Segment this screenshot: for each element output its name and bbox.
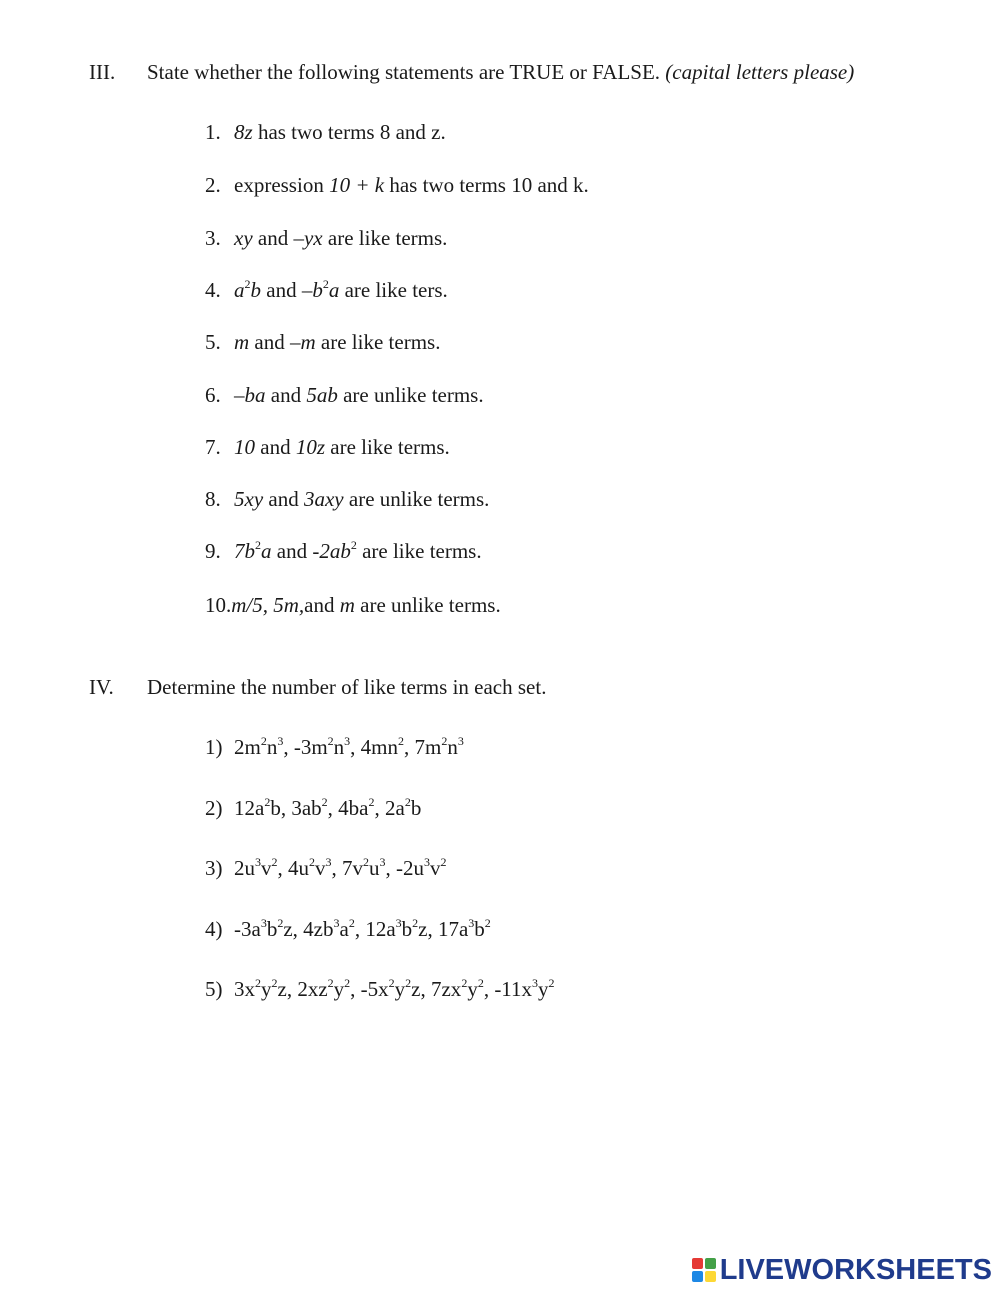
algebraic-term [328, 796, 375, 820]
statement-3 [205, 225, 447, 251]
exponent: 2 [322, 277, 329, 291]
exponent: 2 [363, 855, 369, 869]
term-text: 2m [234, 735, 261, 759]
math-expr: 3axy [303, 487, 344, 511]
term-text: , 7m [404, 735, 442, 759]
exponent: 3 [333, 916, 340, 930]
exponent: 2 [255, 976, 261, 990]
statement-1 [205, 119, 446, 145]
statement-text: and [263, 487, 304, 511]
term-text: n [333, 735, 345, 759]
liveworksheets-logo [692, 1255, 992, 1285]
statement-text: and [249, 330, 290, 354]
algebraic-term [427, 917, 490, 941]
term-text: y [467, 977, 478, 1001]
math-expr: 10 [234, 435, 255, 459]
exponent: 2 [264, 795, 271, 809]
item-number: 2. [205, 173, 221, 197]
statement-4 [205, 277, 448, 303]
item-number: 6. [205, 383, 221, 407]
algebraic-term [355, 917, 428, 941]
exponent: 2 [348, 916, 355, 930]
statement-text: expression [234, 173, 330, 197]
set-number: 1) [205, 735, 223, 759]
logo-mark-icon [692, 1258, 716, 1282]
section-4-numeral: IV. [89, 675, 114, 699]
exponent: 3 [277, 734, 284, 748]
algebraic-term [234, 796, 281, 820]
term-text: n [266, 735, 278, 759]
logo-block-v [692, 1271, 703, 1282]
exponent: 2 [548, 976, 555, 990]
term-text: 2u [234, 856, 255, 880]
exponent: 2 [404, 795, 411, 809]
math-expr: a [261, 539, 272, 563]
math-expr: m [339, 593, 355, 617]
section-3-numeral: III. [89, 60, 116, 84]
logo-block-i [705, 1258, 716, 1269]
algebraic-term [287, 977, 350, 1001]
term-text: , 4ba [327, 796, 369, 820]
algebraic-term [234, 917, 293, 941]
exponent: 2 [260, 734, 267, 748]
statement-text: and [304, 593, 340, 617]
algebraic-term [350, 735, 404, 759]
algebraic-term [374, 796, 421, 820]
algebraic-term [420, 977, 483, 1001]
math-expr: a [234, 278, 245, 302]
exponent: 3 [255, 855, 261, 869]
term-set-1 [205, 734, 464, 760]
term-text: , -3m [283, 735, 328, 759]
algebraic-term [281, 796, 328, 820]
math-expr: a [328, 278, 340, 302]
exponent: 2 [388, 976, 395, 990]
term-text: v [261, 856, 272, 880]
statement-text: are like terms. [322, 226, 448, 250]
term-text: y [394, 977, 406, 1001]
exponent: 3 [468, 916, 475, 930]
item-number: 3. [205, 226, 221, 250]
exponent: 2 [368, 795, 375, 809]
algebraic-term [283, 735, 350, 759]
exponent: 2 [327, 734, 334, 748]
term-set-2 [205, 795, 421, 821]
exponent: 2 [255, 538, 261, 552]
term-text: y [538, 977, 549, 1001]
algebraic-term [350, 977, 420, 1001]
exponent: 2 [244, 277, 251, 291]
statement-8 [205, 486, 489, 512]
statement-text: are unlike terms. [337, 383, 484, 407]
item-number: 4. [205, 278, 221, 302]
exponent: 3 [344, 734, 351, 748]
algebraic-term [278, 856, 332, 880]
set-number: 2) [205, 796, 223, 820]
term-text: b [401, 917, 413, 941]
term-text: , 12a [354, 917, 396, 941]
term-text: , -5x [350, 977, 389, 1001]
algebraic-term [234, 977, 287, 1001]
term-text: -3a [234, 917, 261, 941]
exponent: 3 [325, 855, 332, 869]
logo-text: LIVEWORKSHEETS [719, 1253, 992, 1286]
term-text: u [369, 856, 380, 880]
section-3-note: (capital letters please) [665, 60, 855, 84]
math-expr: xy [234, 226, 253, 250]
exponent: 2 [271, 976, 278, 990]
term-text: 3x [234, 977, 255, 1001]
algebraic-term [404, 735, 464, 759]
exponent: 3 [395, 916, 402, 930]
algebraic-term [234, 735, 283, 759]
math-expr: m/5, 5m, [231, 593, 305, 617]
statement-10 [205, 592, 501, 618]
math-expr: 5ab [306, 383, 338, 407]
term-text: b [474, 917, 485, 941]
section-4-instruction: Determine the number of like terms in each set. [147, 675, 547, 699]
term-text: , 7zx [420, 977, 462, 1001]
term-text: , 17a [427, 917, 469, 941]
exponent: 2 [321, 795, 328, 809]
statement-text: has two terms 10 and k. [384, 173, 589, 197]
item-number: 5. [205, 330, 221, 354]
exponent: 2 [440, 855, 447, 869]
term-text: v [430, 856, 441, 880]
statement-text: and [252, 226, 294, 250]
exponent: 2 [344, 976, 351, 990]
statement-text: are like ters. [339, 278, 448, 302]
term-text: , 4u [277, 856, 309, 880]
logo-block-l [692, 1258, 703, 1269]
term-text: , 4mn [350, 735, 399, 759]
term-text: z [411, 977, 421, 1001]
term-text: a [339, 917, 349, 941]
term-text: y [333, 977, 345, 1001]
exponent: 2 [327, 976, 334, 990]
term-set-3 [205, 855, 447, 881]
logo-block-e [705, 1271, 716, 1282]
algebraic-term [332, 856, 386, 880]
math-expr: -2ab [312, 539, 351, 563]
term-text: n [447, 735, 458, 759]
statement-text: are unlike terms. [343, 487, 490, 511]
exponent: 2 [461, 976, 468, 990]
statement-text: and [261, 278, 302, 302]
term-text: z [277, 977, 287, 1001]
math-expr: –m [290, 330, 316, 354]
item-number: 9. [205, 539, 221, 563]
statement-7 [205, 434, 450, 460]
statement-9 [205, 538, 482, 564]
exponent: 2 [277, 916, 284, 930]
section-3-instruction: State whether the following statements are TRUE or FALSE. [147, 60, 661, 84]
exponent: 2 [271, 855, 278, 869]
term-text: , -11x [483, 977, 533, 1001]
math-expr: 7b [234, 539, 255, 563]
statement-2 [205, 172, 589, 198]
statement-text: and [255, 435, 296, 459]
set-number: 4) [205, 917, 223, 941]
term-text: 12a [234, 796, 265, 820]
statement-text: are unlike terms. [354, 593, 501, 617]
math-expr: 8z [234, 120, 253, 144]
statement-text: and [265, 383, 307, 407]
item-number: 8. [205, 487, 221, 511]
term-text: b [266, 917, 278, 941]
term-text: b [410, 796, 422, 820]
algebraic-term [234, 856, 278, 880]
item-number: 10. [205, 593, 232, 617]
set-number: 3) [205, 856, 223, 880]
math-expr: 10z [295, 435, 326, 459]
math-expr: –yx [293, 226, 323, 250]
exponent: 2 [412, 916, 419, 930]
math-expr: b [250, 278, 261, 302]
math-expr: 5xy [234, 487, 264, 511]
statement-text: are like terms. [356, 539, 482, 563]
exponent: 2 [309, 855, 315, 869]
algebraic-term [484, 977, 555, 1001]
exponent: 3 [424, 855, 430, 869]
set-number: 5) [205, 977, 223, 1001]
term-set-4 [205, 916, 491, 942]
term-text: b [270, 796, 281, 820]
term-text: , 2xz [286, 977, 328, 1001]
algebraic-term [386, 856, 447, 880]
statement-text: are like terms. [325, 435, 450, 459]
term-set-5 [205, 976, 555, 1002]
term-text: , -2u [385, 856, 424, 880]
item-number: 7. [205, 435, 221, 459]
exponent: 2 [350, 538, 357, 552]
math-expr: m [234, 330, 250, 354]
math-expr: 10 + k [329, 173, 385, 197]
term-text: , 3ab [280, 796, 322, 820]
algebraic-term [293, 917, 355, 941]
term-text: z [283, 917, 293, 941]
statement-text: and [271, 539, 313, 563]
exponent: 3 [379, 855, 386, 869]
exponent: 2 [441, 734, 448, 748]
exponent: 2 [484, 916, 491, 930]
statement-5 [205, 329, 440, 355]
term-text: , 2a [374, 796, 405, 820]
term-text: , 7v [331, 856, 363, 880]
term-text: , 4zb [292, 917, 334, 941]
statement-text: has two terms 8 and z. [252, 120, 446, 144]
exponent: 2 [405, 976, 412, 990]
statement-6 [205, 382, 484, 408]
math-expr: –ba [234, 383, 266, 407]
exponent: 3 [532, 976, 539, 990]
exponent: 3 [260, 916, 267, 930]
exponent: 2 [477, 976, 484, 990]
term-text: z [418, 917, 428, 941]
math-expr: –b [301, 278, 323, 302]
statement-text: are like terms. [315, 330, 441, 354]
item-number: 1. [205, 120, 221, 144]
term-text: v [315, 856, 326, 880]
exponent: 2 [398, 734, 405, 748]
term-text: y [261, 977, 272, 1001]
exponent: 3 [457, 734, 464, 748]
